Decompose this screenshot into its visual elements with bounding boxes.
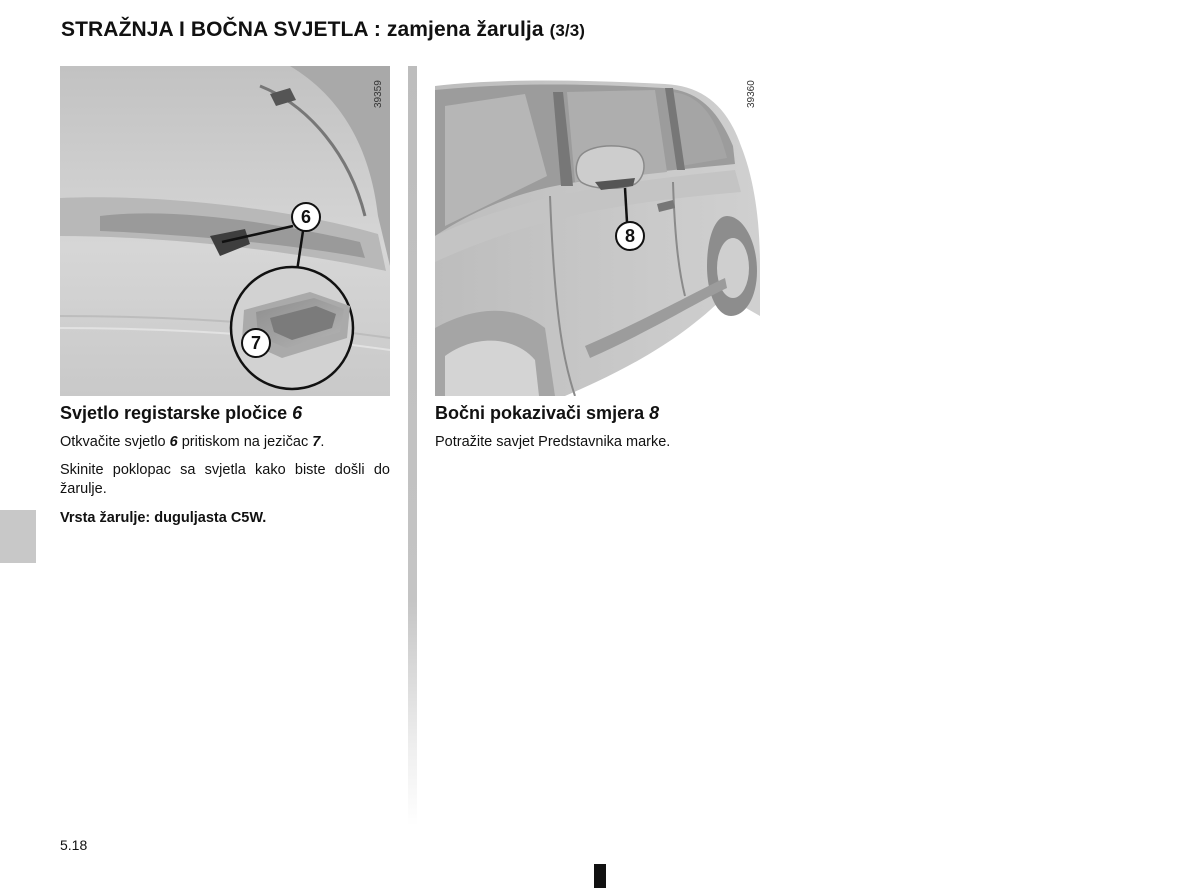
instruction-remove-cover: Skinite poklopac sa svjetla kako biste došli do žarulje.: [60, 462, 390, 497]
figure-code: 39359: [373, 80, 384, 108]
page-title: [61, 18, 585, 42]
column-divider: [408, 66, 417, 826]
heading-ref: 8: [649, 403, 660, 423]
callout-6-label: 6: [300, 207, 311, 227]
figure-licence-plate-light: [60, 66, 390, 396]
page-number: 5.18: [60, 837, 88, 853]
ref-number: 7: [312, 434, 321, 450]
bulb-type: Vrsta žarulje: duguljasta C5W.: [60, 510, 267, 526]
instruction-dealer: Potražite savjet Predstavnika marke.: [435, 434, 671, 450]
text-segment: pritiskom na jezičac: [177, 434, 313, 450]
side-indicator-illustration: [435, 66, 760, 396]
heading-text: Bočni pokazivači smjera: [435, 403, 645, 423]
title-text: STRAŽNJA I BOČNA SVJETLA : zamjena žarulja: [61, 18, 544, 41]
figure-side-indicator: [435, 66, 760, 396]
text-segment: Otkvačite svjetlo: [60, 434, 170, 450]
callout-7-label: 7: [250, 333, 261, 353]
heading-licence-plate-light: [60, 403, 302, 424]
text-segment: .: [320, 434, 325, 450]
callout-8: [615, 221, 645, 251]
bottom-mark: [594, 864, 606, 888]
callout-6: [291, 202, 321, 232]
callout-7: [241, 328, 271, 358]
heading-side-indicator: [435, 403, 659, 424]
heading-text: Svjetlo registarske pločice: [60, 403, 288, 423]
licence-plate-light-illustration: [60, 66, 390, 396]
section-tab-marker: [0, 510, 36, 563]
ref-number: 6: [169, 434, 178, 450]
instruction-unclip: [60, 433, 390, 452]
heading-ref: 6: [292, 403, 303, 423]
callout-8-label: 8: [624, 226, 635, 246]
title-part: (3/3): [549, 21, 586, 40]
figure-code: 39360: [746, 80, 757, 108]
